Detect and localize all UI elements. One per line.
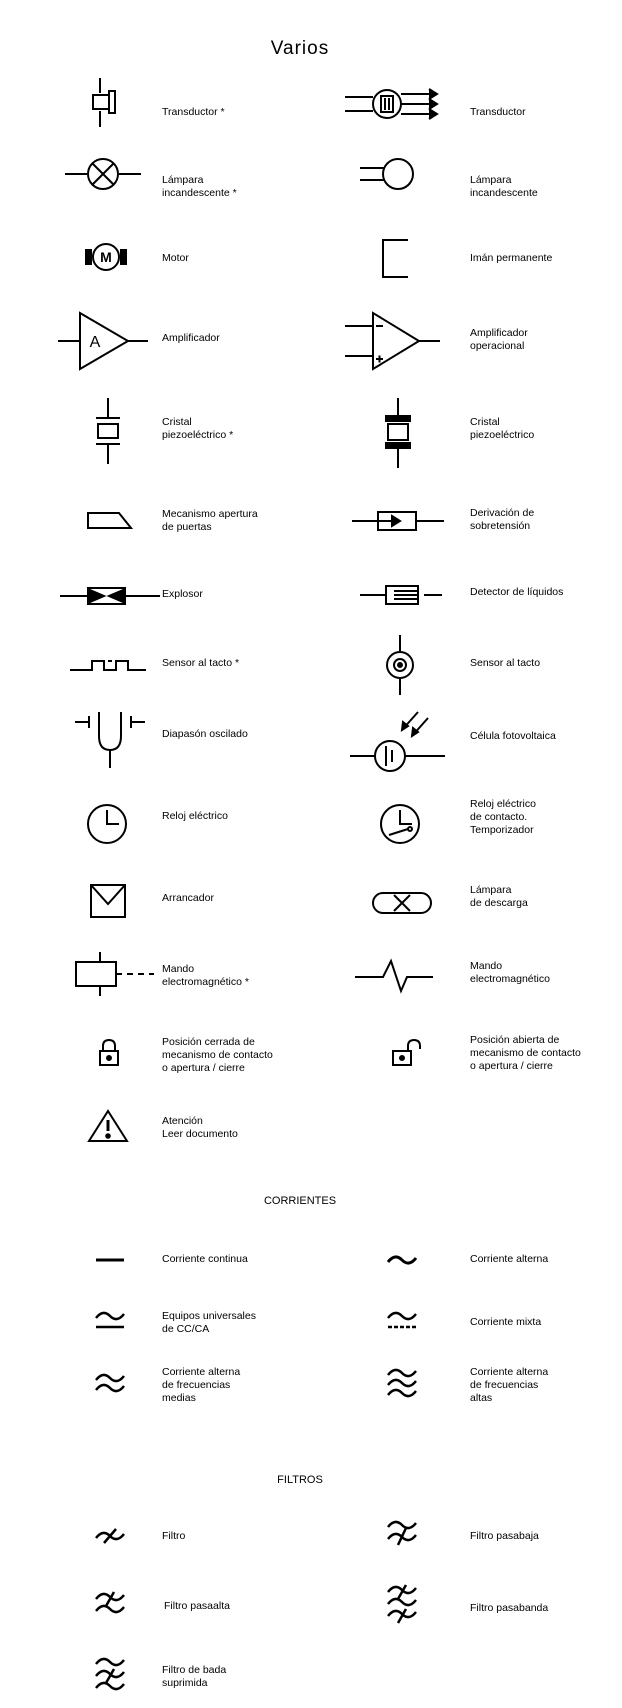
motor-icon xyxy=(84,242,128,274)
symbol-label: Explosor xyxy=(162,588,203,600)
symbol-label: Lámpara incandescente * xyxy=(162,174,237,199)
symbol-label: Transductor xyxy=(470,106,526,118)
symbol-label: Atención Leer documento xyxy=(162,1115,238,1140)
symbol-label: Lámpara de descarga xyxy=(470,884,528,909)
corriente-label: Corriente alterna de frecuencias altas xyxy=(470,1366,549,1404)
section-title-filtros: FILTROS xyxy=(277,1474,323,1486)
corriente-label: Corriente alterna xyxy=(470,1253,549,1265)
symbol-label: Posición abierta de mecanismo de contacto o apertura / cierre xyxy=(470,1034,581,1072)
electric-clock-icon xyxy=(85,802,129,846)
corriente-label: Equipos universales de CC/CA xyxy=(162,1310,256,1335)
symbol-label: Diapasón oscilado xyxy=(162,728,248,740)
door-mechanism-icon xyxy=(85,510,135,532)
symbol-label: Posición cerrada de mecanismo de contacto o apertura / cierre xyxy=(162,1036,273,1074)
transducer-icon xyxy=(80,75,130,130)
piezo-crystal-icon xyxy=(88,396,128,466)
symbol-label: Arrancador xyxy=(162,892,214,904)
filtro-label: Filtro xyxy=(162,1530,186,1542)
corriente-label: Corriente alterna de frecuencias medias xyxy=(162,1366,241,1404)
symbol-label: Cristal piezoeléctrico * xyxy=(162,416,234,441)
universal-acdc-icon xyxy=(95,1308,125,1330)
ac-medium-freq-icon xyxy=(95,1370,125,1396)
filtro-label: Filtro pasabanda xyxy=(470,1602,549,1614)
starter-icon xyxy=(88,882,128,920)
touch-sensor-alt-icon xyxy=(380,635,420,695)
tuning-fork-icon xyxy=(75,710,145,770)
liquid-detector-icon xyxy=(360,583,442,607)
electromagnetic-control-alt-icon xyxy=(355,955,433,995)
symbol-label: Amplificador operacional xyxy=(470,327,528,352)
lock-closed-icon xyxy=(97,1038,121,1068)
symbol-label: Transductor * xyxy=(162,106,225,118)
filter-icon xyxy=(95,1526,125,1546)
symbol-label: Reloj eléctrico xyxy=(162,810,228,822)
symbol-label: Motor xyxy=(162,252,189,264)
filtro-label: Filtro pasaalta xyxy=(164,1600,230,1612)
symbol-label: Sensor al tacto xyxy=(470,657,541,669)
surge-arrester-icon xyxy=(352,508,444,534)
symbol-label: Derivación de sobretensión xyxy=(470,507,535,532)
ac-high-freq-icon xyxy=(387,1366,417,1400)
symbol-label: Sensor al tacto * xyxy=(162,657,240,669)
highpass-filter-icon xyxy=(95,1590,125,1622)
symbol-label: Lámpara incandescente xyxy=(470,174,538,199)
symbol-label: Detector de líquidos xyxy=(470,586,564,598)
electromagnetic-control-icon xyxy=(72,952,154,996)
svg-text:M: M xyxy=(100,249,112,265)
svg-text:A: A xyxy=(89,334,101,351)
page-title: Varios xyxy=(270,38,330,59)
symbol-label: Reloj eléctrico de contacto. Temporizador xyxy=(470,798,536,836)
section-title-corrientes: CORRIENTES xyxy=(263,1195,337,1207)
dc-icon xyxy=(95,1256,125,1264)
spark-gap-icon xyxy=(60,585,160,607)
permanent-magnet-icon xyxy=(380,237,410,281)
bandstop-filter-icon xyxy=(95,1655,125,1697)
filtro-label: Filtro pasabaja xyxy=(470,1530,539,1542)
symbol-label: Mecanismo apertura de puertas xyxy=(162,508,258,533)
transducer-output-icon xyxy=(345,88,445,120)
incandescent-lamp-icon xyxy=(65,156,141,192)
op-amp-icon xyxy=(345,310,440,372)
corriente-label: Corriente continua xyxy=(162,1253,248,1265)
ac-icon xyxy=(387,1252,417,1268)
corriente-label: Corriente mixta xyxy=(470,1316,542,1328)
symbol-label: Mando electromagnético * xyxy=(162,963,249,988)
lock-open-icon xyxy=(390,1038,424,1068)
touch-sensor-icon xyxy=(70,655,150,673)
mixed-current-icon xyxy=(387,1308,417,1330)
piezo-crystal-alt-icon xyxy=(378,396,418,470)
symbol-label: Mando electromagnético xyxy=(470,960,550,985)
symbol-label: Célula fotovoltaica xyxy=(470,730,556,742)
amplifier-icon xyxy=(58,310,148,372)
symbol-label: Cristal piezoeléctrico xyxy=(470,416,535,441)
filtro-label: Filtro de bada suprimida xyxy=(162,1664,227,1689)
warning-icon xyxy=(86,1108,130,1144)
symbol-label: Amplificador xyxy=(162,332,220,344)
symbol-label: Imán permanente xyxy=(470,252,553,264)
timer-clock-icon xyxy=(378,802,422,850)
incandescent-lamp-alt-icon xyxy=(360,156,420,192)
discharge-lamp-icon xyxy=(370,890,434,916)
photovoltaic-cell-icon xyxy=(350,702,445,774)
lowpass-filter-icon xyxy=(387,1518,417,1550)
bandpass-filter-icon xyxy=(387,1583,417,1625)
